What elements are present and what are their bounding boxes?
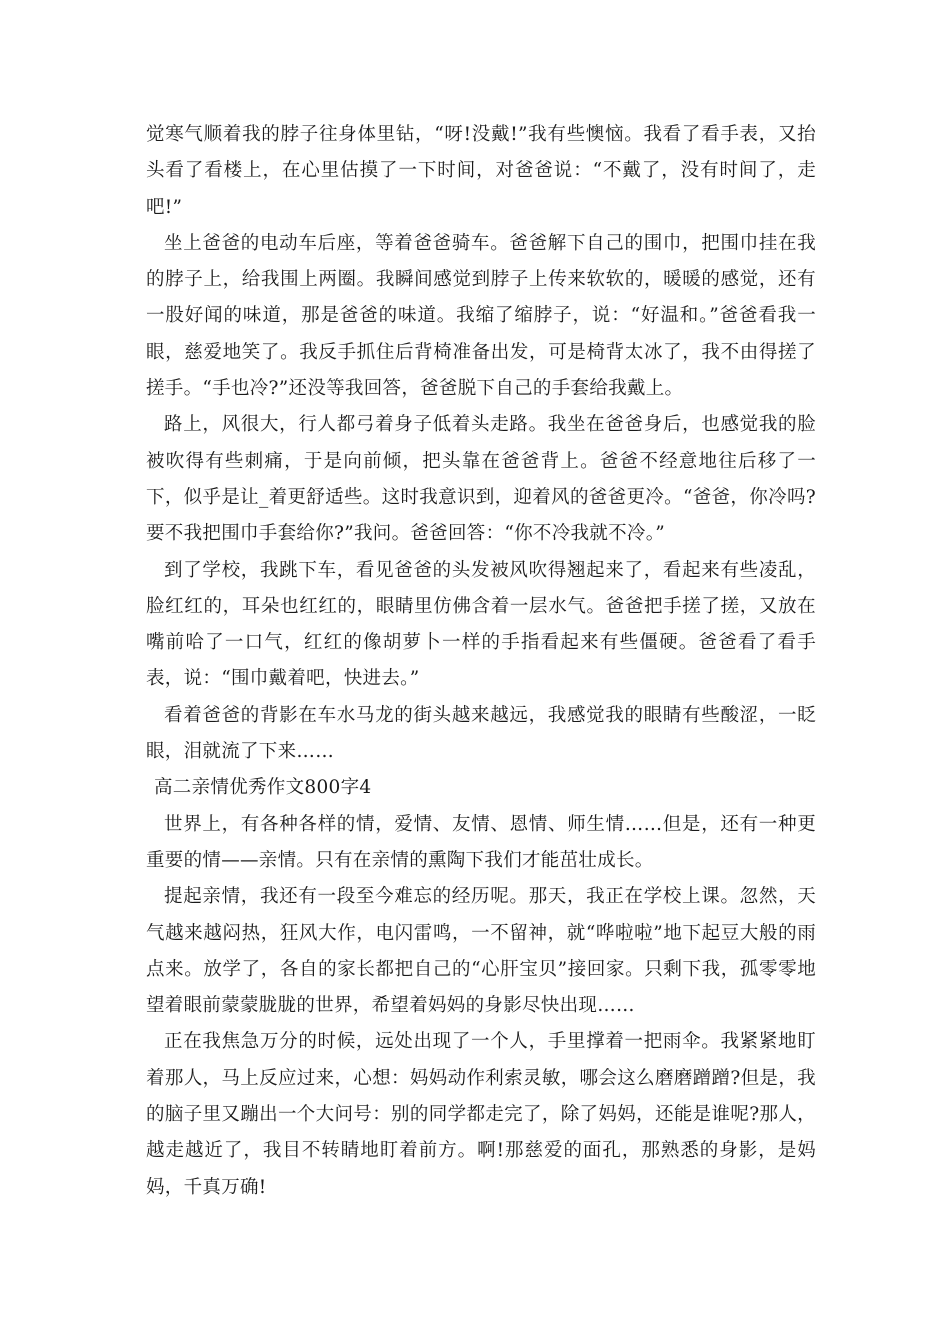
paragraph-4: 到了学校，我跳下车，看见爸爸的头发被风吹得翘起来了，看起来有些凌乱，脸红红的，耳朵也红红的，眼睛里仿佛含着一层水气。爸爸把手搓了搓，又放在嘴前哈了一口气，红红的像胡萝卜一样的手指看起来有些僵硬。爸爸看了看手表，说：“围巾戴着吧，快进去。” (146, 559, 816, 690)
document-body (146, 117, 816, 1206)
paragraph-6: 世界上，有各种各样的情，爱情、友情、恩情、师生情……但是，还有一种更重要的情——亲情。只有在亲情的熏陶下我们才能茁壮成长。 (146, 813, 816, 871)
paragraph-5: 看着爸爸的背影在车水马龙的街头越来越远，我感觉我的眼睛有些酸涩，一眨眼，泪就流了下来…… (146, 704, 816, 763)
paragraph-7: 提起亲情，我还有一段至今难忘的经历呢。那天，我正在学校上课。忽然，天气越来越闷热，狂风大作，电闪雷鸣，一不留神，就“哗啦啦”地下起豆大般的雨点来。放学了，各自的家长都把自己的“心肝宝贝”接回家。只剩下我，孤零零地望着眼前蒙蒙胧胧的世界，希望着妈妈的身影尽快出现…… (146, 886, 816, 1017)
paragraph-3: 路上，风很大，行人都弓着身子低着头走路。我坐在爸爸身后，也感觉我的脸被吹得有些刺痛，于是向前倾，把头靠在爸爸背上。爸爸不经意地往后移了一下，似乎是让_着更舒适些。这时我意识到，迎着风的爸爸更冷。“爸爸，你冷吗?要不我把围巾手套给你?”我问。爸爸回答：“你不冷我就不冷。” (146, 414, 816, 545)
paragraph-2: 坐上爸爸的电动车后座，等着爸爸骑车。爸爸解下自己的围巾，把围巾挂在我的脖子上，给我围上两圈。我瞬间感觉到脖子上传来软软的，暖暖的感觉，还有一股好闻的味道，那是爸爸的味道。我缩了缩脖子，说：“好温和。”爸爸看我一眼，慈爱地笑了。我反手抓住后背椅准备出发，可是椅背太冰了，我不由得搓了搓手。“手也冷?”还没等我回答，爸爸脱下自己的手套给我戴上。 (146, 232, 816, 400)
paragraph-8: 正在我焦急万分的时候，远处出现了一个人，手里撑着一把雨伞。我紧紧地盯着那人，马上反应过来，心想：妈妈动作利索灵敏，哪会这么磨磨蹭蹭?但是，我的脑子里又蹦出一个大问号：别的同学都走完了，除了妈妈，还能是谁呢?那人，越走越近了，我目不转睛地盯着前方。啊!那慈爱的面孔，那熟悉的身影，是妈妈，千真万确! (146, 1031, 816, 1198)
section-title: 高二亲情优秀作文800字4 (154, 777, 372, 799)
paragraph-1: 觉寒气顺着我的脖子往身体里钻，“呀!没戴!”我有些懊恼。我看了看手表，又抬头看了看楼上，在心里估摸了一下时间，对爸爸说：“不戴了，没有时间了，走吧!” (146, 124, 816, 218)
